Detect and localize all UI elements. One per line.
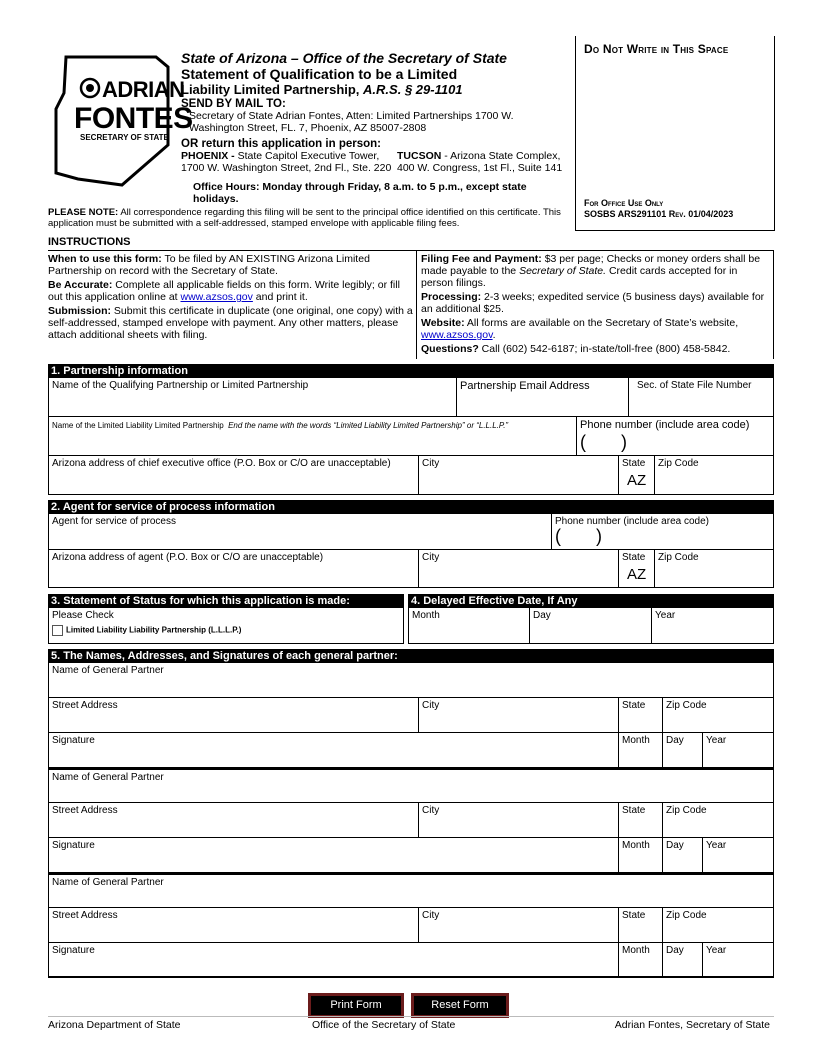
partnership-email-field[interactable]: Partnership Email Address xyxy=(457,378,629,416)
section-1 xyxy=(48,364,774,378)
file-number-field[interactable]: Sec. of State File Number xyxy=(637,380,752,391)
footer-left: Arizona Department of State xyxy=(48,1019,181,1031)
partner-3-state-field[interactable]: State xyxy=(619,908,663,942)
section-1-row-1 xyxy=(48,378,774,417)
section-3-check-label: Please Check xyxy=(52,610,114,621)
section-4-title: 4. Delayed Effective Date, If Any xyxy=(408,594,774,608)
partner-3-name-row xyxy=(48,873,774,908)
section-3-box xyxy=(48,608,404,644)
section-2-city-field[interactable]: City xyxy=(419,550,619,587)
instructions-left: When to use this form: To be filed by AN EXISTING Arizona Limited Partnership on record with the Secretary of State. Be Accurate: Complete all applicable fields on this form. Write legibly; or fill out this application online at www.azsos.gov and print it. Submission: Submit this certificate in duplicate (one original, one copy) with a self-addressed, stamped envelope with payment. Any other matters, please attach additional sheets with filing. xyxy=(48,253,413,341)
partner-1-day-field[interactable]: Day xyxy=(663,733,703,767)
mail-address: Secretary of State Adrian Fontes, Atten: Limited Partnerships 1700 W. Washington Street, FL. 7, Phoenix, AZ 85007-2808 xyxy=(189,110,514,134)
effective-month-field[interactable]: Month xyxy=(409,608,530,643)
section-4-box xyxy=(408,608,774,644)
effective-day-field[interactable]: Day xyxy=(530,608,652,643)
office-use-footer: For Office Use Only SOSBS ARS291101 Rev. 01/04/2023 xyxy=(584,198,734,219)
section-1-row-2 xyxy=(48,417,774,456)
inperson-addresses xyxy=(181,150,571,176)
partner-2-zip-field[interactable]: Zip Code xyxy=(666,805,707,816)
office-use-box xyxy=(575,36,775,231)
partner-2-city-field[interactable]: City xyxy=(419,803,619,837)
azsos-link[interactable]: www.azsos.gov xyxy=(180,291,253,303)
partner-3-street-field[interactable]: Street Address xyxy=(49,908,419,942)
office-hours: Office Hours: Monday through Friday, 8 a.m. to 5 p.m., except state holidays. xyxy=(193,181,527,205)
partner-2-name-field[interactable]: Name of General Partner xyxy=(52,772,164,783)
logo-name-line2: FONTES xyxy=(74,102,193,135)
llp-checkbox[interactable] xyxy=(52,625,63,636)
partner-3-year-field[interactable]: Year xyxy=(706,945,727,956)
print-form-button[interactable]: Print Form xyxy=(308,993,404,1018)
footer-center: Office of the Secretary of State xyxy=(312,1019,456,1031)
partner-2-address-row xyxy=(48,803,774,838)
partner-2-signature-field[interactable]: Signature xyxy=(49,838,619,872)
section-1-state-field[interactable]: State AZ xyxy=(619,456,655,494)
section-1-phone-field[interactable]: Phone number (include area code) ( ) xyxy=(580,419,750,452)
partner-2-state-field[interactable]: State xyxy=(619,803,663,837)
partner-1-street-field[interactable]: Street Address xyxy=(49,698,419,732)
effective-year-field[interactable]: Year xyxy=(655,610,676,621)
partner-3-month-field[interactable]: Month xyxy=(619,943,663,976)
partner-3-zip-field[interactable]: Zip Code xyxy=(666,910,707,921)
partner-1-state-field[interactable]: State xyxy=(619,698,663,732)
partner-1-month-field[interactable]: Month xyxy=(619,733,663,767)
partner-1-year-field[interactable]: Year xyxy=(706,735,727,746)
section-1-state-value: AZ xyxy=(627,472,647,489)
section-2 xyxy=(48,500,774,514)
partner-3-address-row xyxy=(48,908,774,943)
please-note: PLEASE NOTE: All correspondence regarding this filing will be sent to the principal office identified on this certificate. This application must be submitted with a self-addressed, stamped envelope with applicable filing fees. xyxy=(48,207,561,229)
instructions-right: Filing Fee and Payment: $3 per page; Checks or money orders shall be made payable to the Secretary of State. Credit cards accepted for in person filings. Processing: 2-3 weeks; expedited service (5 business days) available for an additional $25. Website: All forms are available on the Secretary of State’s website, www.azsos.gov. Questions? Call (602) 542-6187; in-state/toll-free (800) 458-5842. xyxy=(416,251,774,359)
instructions-box xyxy=(48,250,774,358)
section-5-title: 5. The Names, Addresses, and Signatures of each general partner: xyxy=(48,649,774,663)
footer-right: Adrian Fontes, Secretary of State xyxy=(614,1019,770,1031)
section-3-title: 3. Statement of Status for which this application is made: xyxy=(48,594,404,608)
inperson-label: OR return this application in person: xyxy=(181,138,381,150)
partner-1-name-row xyxy=(48,663,774,698)
partner-2-name-row xyxy=(48,768,774,803)
form-title-line2: Liability Limited Partnership, A.R.S. § 29-1101 xyxy=(181,82,463,97)
reset-form-button[interactable]: Reset Form xyxy=(411,993,509,1018)
agency-name: State of Arizona – Office of the Secretary of State xyxy=(181,50,507,66)
partner-1-zip-field[interactable]: Zip Code xyxy=(666,700,707,711)
section-2-row-1 xyxy=(48,514,774,550)
partner-3-city-field[interactable]: City xyxy=(419,908,619,942)
partner-3-signature-field[interactable]: Signature xyxy=(49,943,619,976)
section-2-state-value: AZ xyxy=(627,566,647,583)
instructions-title: INSTRUCTIONS xyxy=(48,236,131,248)
partner-2-month-field[interactable]: Month xyxy=(619,838,663,872)
partner-1-signature-field[interactable]: Signature xyxy=(49,733,619,767)
partner-3-name-field[interactable]: Name of General Partner xyxy=(52,877,164,888)
section-2-zip-field[interactable]: Zip Code xyxy=(658,552,699,563)
partner-2-day-field[interactable]: Day xyxy=(663,838,703,872)
section-1-zip-field[interactable]: Zip Code xyxy=(658,458,699,469)
agent-address-field[interactable]: Arizona address of agent (P.O. Box or C/O are unacceptable) xyxy=(49,550,419,587)
section-1-title: 1. Partnership information xyxy=(48,364,774,378)
agent-name-field[interactable]: Agent for service of process xyxy=(49,514,552,549)
partner-2-street-field[interactable]: Street Address xyxy=(49,803,419,837)
logo-subtitle: SECRETARY OF STATE xyxy=(80,133,169,142)
section-1-city-field[interactable]: City xyxy=(419,456,619,494)
partner-1-signature-row xyxy=(48,733,774,768)
section-2-phone-field[interactable]: Phone number (include area code) ( ) xyxy=(555,516,709,546)
llp-name-field[interactable]: Name of the Limited Liability Limited Partnership End the name with the words “Limited Liability Limited Partnership” or “L.L.L.P.” xyxy=(49,417,577,455)
partner-3-day-field[interactable]: Day xyxy=(663,943,703,976)
office-box-title: Do Not Write in This Space xyxy=(584,42,729,56)
partner-2-signature-row xyxy=(48,838,774,873)
section-1-row-3 xyxy=(48,456,774,495)
partner-1-name-field[interactable]: Name of General Partner xyxy=(52,665,164,676)
section-2-row-2 xyxy=(48,550,774,588)
form-statute: A.R.S. § 29-1101 xyxy=(363,82,463,97)
partner-1-city-field[interactable]: City xyxy=(419,698,619,732)
tucson-address: TUCSON - Arizona State Complex, 400 W. Congress, 1st Fl., Suite 141 xyxy=(397,150,563,174)
section-2-state-field[interactable]: State AZ xyxy=(619,550,655,587)
partner-1-address-row xyxy=(48,698,774,733)
llp-option[interactable]: Limited Liability Liability Partnership (L.L.L.P.) xyxy=(49,623,403,638)
logo-name-line1: ADRIAN xyxy=(102,77,185,102)
phoenix-address: PHOENIX - State Capitol Executive Tower, 1700 W. Washington Street, 2nd Fl., Ste. 220 xyxy=(181,150,392,174)
secretary-of-state-logo xyxy=(52,53,193,193)
website-link[interactable]: www.azsos.gov xyxy=(421,329,493,341)
form-header xyxy=(181,50,571,205)
mail-label: SEND BY MAIL TO: xyxy=(181,98,286,110)
page-footer xyxy=(48,1016,774,1030)
ceo-address-field[interactable]: Arizona address of chief executive office (P.O. Box or C/O are unacceptable) xyxy=(49,456,419,494)
partnership-name-field[interactable]: Name of the Qualifying Partnership or Limited Partnership xyxy=(49,378,457,416)
partner-2-year-field[interactable]: Year xyxy=(706,840,727,851)
section-2-title: 2. Agent for service of process information xyxy=(48,500,774,514)
partner-3-signature-row xyxy=(48,943,774,978)
form-title-line1: Statement of Qualification to be a Limited xyxy=(181,66,458,82)
